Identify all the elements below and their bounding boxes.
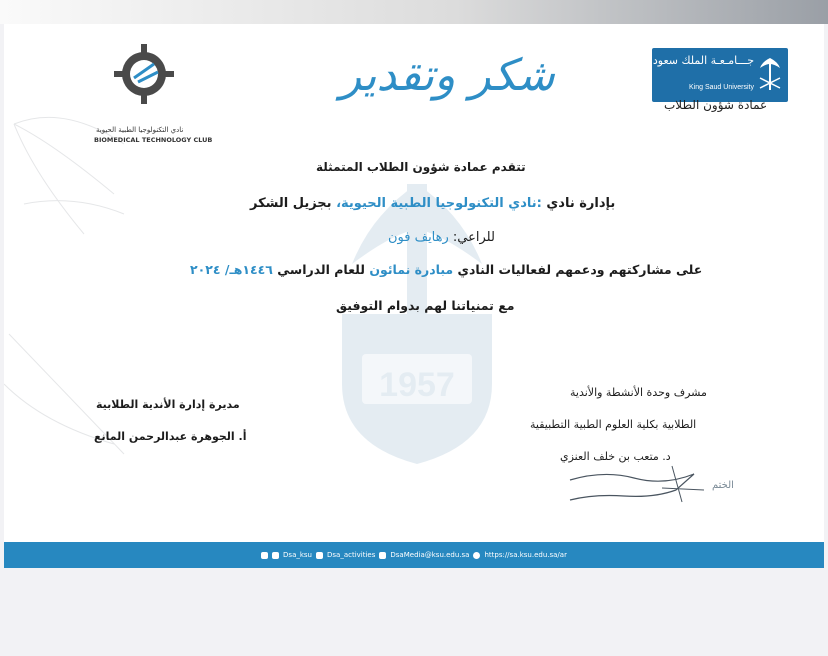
certificate-footer [4,542,824,568]
line2-prefix: بإدارة نادي [541,196,616,211]
footer-handle-1: Dsa_ksu [283,551,312,559]
club-name: :نادي التكنولوجيا الطبية الحيوية، [336,196,542,211]
body-line-3 [388,230,495,245]
globe-icon [473,552,480,559]
director-title: مديرة إدارة الأندية الطلابية [96,398,240,411]
footer-email: DsaMedia@ksu.edu.sa [390,551,470,559]
ksu-watermark [332,174,502,464]
stamp-label: الختم [712,480,734,491]
certificate-title: شكر وتقدير [340,50,555,101]
body-line-1: تتقدم عمادة شؤون الطلاب المتمثلة [316,160,526,174]
line2-suffix: بجزيل الشكر [250,196,337,211]
line4-prefix: على مشاركتهم ودعمهم لفعاليات النادي [453,262,703,277]
supervisor-title-2: الطلابية بكلية العلوم الطبية التطبيقية [530,418,697,431]
palm-swords-icon [758,54,782,94]
ksu-name-ar: جـــامـعـة الملك سعود [652,54,754,67]
snapchat-icon [261,552,268,559]
watermark-year: 1957 [379,366,455,404]
sponsor-name: رهايف فون [388,230,449,245]
twitter-icon-2 [316,552,323,559]
academic-year: ١٤٤٦هـ/ ٢٠٢٤ [190,262,273,277]
initiative-name: مبادرة نمائون [369,262,454,277]
body-line-2 [250,196,615,211]
signature-scribble [564,460,714,506]
director-name: أ. الجوهرة عبدالرحمن المانع [94,430,247,443]
ksu-logo [652,48,788,102]
top-bar [0,0,828,24]
footer-handle-2: Dsa_activities [327,551,376,559]
twitter-icon [272,552,279,559]
club-gear-logo [112,42,176,106]
mail-icon [379,552,386,559]
footer-url: https://sa.ksu.edu.sa/ar [484,551,567,559]
club-logo-caption-en: BIOMEDICAL TECHNOLOGY CLUB [94,136,213,144]
ksu-name-en: King Saud University [689,84,754,91]
supervisor-title-1: مشرف وحدة الأنشطة والأندية [570,386,707,399]
deanship-label: عمادة شؤون الطلاب [664,98,768,112]
body-line-5: مع تمنياتنا لهم بدوام التوفيق [336,298,515,313]
supervisor-name: د. متعب بن خلف العنزي [560,450,671,463]
club-logo-caption-ar: نادي التكنولوجيا الطبية الحيوية [96,126,184,134]
certificate [4,24,824,568]
line4-mid: للعام الدراسي [272,262,370,277]
line3-prefix: للراعي: [448,230,495,245]
body-line-4 [190,262,702,277]
